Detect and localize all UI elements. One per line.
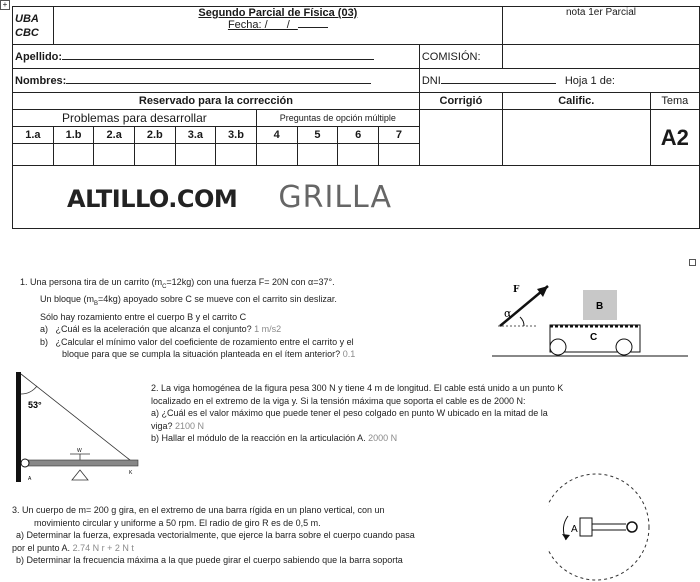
weight-w-label: W	[77, 448, 82, 454]
problem-3	[12, 504, 542, 567]
answer-box[interactable]	[297, 144, 338, 166]
problemas-cell	[13, 110, 257, 127]
p2-line4: viga? 2100 N	[151, 420, 205, 431]
p1-b: b) ¿Calcular el mínimo valor del coeficiente de rozamiento entre el carrito y el	[40, 336, 354, 347]
p1-a: a) ¿Cuál es la aceleración que alcanza el conjunto? 1 m/s2	[40, 324, 282, 335]
tema-header	[650, 93, 699, 110]
corrigio-header	[419, 93, 502, 110]
fecha-row	[56, 19, 500, 31]
col-problem-1-b: 1.b	[53, 127, 94, 144]
answer-box[interactable]	[256, 144, 297, 166]
apellido-label: Apellido:	[15, 50, 63, 63]
answer-box[interactable]	[175, 144, 216, 166]
p1-line3: Sólo hay rozamiento entre el cuerpo B y el carrito C	[40, 311, 247, 322]
hoja-label: Hoja 1 de:	[564, 74, 615, 87]
angle-arc	[520, 317, 524, 326]
nombres-label: Nombres:	[15, 74, 67, 87]
comision-cell	[419, 45, 502, 69]
nota-label: nota 1er Parcial	[565, 7, 637, 18]
pivot-block	[580, 518, 592, 536]
angle-53-arc	[21, 386, 37, 394]
p1-b-answer: 0.1	[342, 349, 356, 360]
answer-box[interactable]	[134, 144, 175, 166]
tema-value: A2	[650, 110, 699, 166]
tema-label: Tema	[661, 95, 689, 107]
beam	[23, 460, 138, 466]
answer-box[interactable]	[379, 144, 420, 166]
p1-b2: bloque para que se cumpla la situación planteada en el ítem anterior? 0.1	[62, 349, 356, 360]
col-choice-6: 6	[338, 127, 379, 144]
col-problem-3-a: 3.a	[175, 127, 216, 144]
hinge-a	[21, 459, 29, 467]
uba-cbc-cell	[13, 7, 54, 45]
cart-c-label: C	[590, 332, 598, 343]
weight-triangle	[72, 470, 88, 480]
point-a-label: A	[571, 524, 578, 535]
col-problem-1-a: 1.a	[13, 127, 54, 144]
comision-value-cell[interactable]	[503, 45, 700, 69]
corrigio-box[interactable]	[419, 110, 502, 166]
cbc-label: CBC	[15, 26, 39, 39]
dni-cell[interactable]	[419, 69, 699, 93]
col-problem-2-a: 2.a	[94, 127, 135, 144]
fecha-value: / /	[264, 19, 298, 31]
nota-cell	[503, 7, 700, 45]
answer-box[interactable]	[13, 144, 54, 166]
rotation-arrowhead-icon	[562, 534, 570, 540]
table-move-handle[interactable]: +	[0, 0, 10, 10]
title-cell	[53, 7, 502, 45]
alpha-label: α	[504, 307, 512, 320]
p1-line2: Un bloque $(m_B=4kg)$ apoyado sobre C se mueve con el carrito sin deslizar.	[40, 294, 337, 308]
answer-box[interactable]	[94, 144, 135, 166]
answer-box[interactable]	[338, 144, 379, 166]
hinge-a-label: A	[28, 476, 32, 482]
p3-line5: b) Determinar la frecuencia máxima a la que puede girar el cuerpo sabiendo que la barra soporta	[16, 555, 403, 565]
problemas-label: Problemas para desarrollar	[62, 111, 207, 125]
block-b-label: B	[596, 301, 604, 312]
col-choice-7: 7	[379, 127, 420, 144]
circular-motion-figure	[548, 472, 694, 582]
reservado-label: Reservado para la corrección	[138, 95, 293, 107]
opcion-cell	[256, 110, 419, 127]
col-problem-2-b: 2.b	[134, 127, 175, 144]
problem-1	[20, 276, 490, 361]
p2-line1: 2. La viga homogénea de la figura pesa 300 N y tiene 4 m de longitud. El cable está unido a un punto K	[151, 383, 564, 393]
altillo-logo: ALTILLO.COM	[67, 184, 238, 213]
answer-box[interactable]	[53, 144, 94, 166]
answer-box[interactable]	[216, 144, 257, 166]
p1-a-answer: 1 m/s2	[254, 324, 282, 335]
wall	[16, 372, 21, 482]
p2-line3: a) ¿Cuál es el valor máximo que puede tener el peso colgado en punto W ubicado en la mitad de la	[151, 408, 548, 418]
grilla-label: GRILLA	[278, 179, 392, 215]
p3-line4: por el punto A. 2.74 N r + 2 N t	[12, 542, 134, 553]
fecha-label: Fecha:	[227, 19, 262, 31]
exam-header-table	[12, 6, 700, 229]
p3-line2: movimiento circular y uniforme a 50 rpm. El radio de giro R es de 0,5 m.	[34, 517, 321, 528]
opcion-label: Preguntas de opción múltiple	[279, 113, 396, 123]
p1-line1: 1. Una persona tira de un carrito $(m_C=12kg)$ con una fuerza F= 20N con α=37°.	[20, 277, 335, 290]
point-k-label: K	[129, 470, 133, 476]
comision-label: COMISIÓN:	[421, 50, 481, 63]
calific-box[interactable]	[503, 110, 651, 166]
cart-wheel-right	[616, 339, 632, 355]
problem-2	[151, 382, 676, 445]
p3-a-answer: 2.74 N r + 2 N t	[72, 542, 134, 553]
table-resize-handle[interactable]	[689, 259, 696, 266]
calific-header	[503, 93, 651, 110]
col-choice-5: 5	[297, 127, 338, 144]
p3-line3: a) Determinar la fuerza, expresada vectorialmente, que ejerce la barra sobre el cuerpo cuando pasa	[16, 530, 415, 540]
angle-53-label: 53°	[28, 400, 42, 410]
p2-a-answer: 2100 N	[175, 420, 205, 431]
p2-line5: b) Hallar el módulo de la reacción en la articulación A. 2000 N	[151, 433, 398, 443]
cart-wheel-left	[550, 339, 566, 355]
calific-label: Calific.	[558, 95, 595, 107]
corrigio-label: Corrigió	[439, 95, 483, 107]
brand-cell	[13, 166, 700, 229]
dni-label: DNI	[421, 74, 441, 87]
mass-ball	[627, 522, 637, 532]
beam-figure	[10, 368, 140, 488]
col-problem-3-b: 3.b	[216, 127, 257, 144]
uba-label: UBA	[15, 12, 39, 25]
col-choice-4: 4	[256, 127, 297, 144]
exam-title: Segundo Parcial de Física (03)	[198, 7, 358, 19]
reservado-cell	[13, 93, 420, 110]
f-label: F	[513, 285, 520, 295]
p2-b-answer: 2000 N	[368, 433, 398, 443]
nombres-cell[interactable]	[13, 69, 420, 93]
apellido-cell[interactable]	[13, 45, 420, 69]
p3-line1: 3. Un cuerpo de m= 200 g gira, en el extremo de una barra rígida en un plano vertical, con un	[12, 505, 385, 515]
p2-line2: localizado en el extremo de la viga y. Si la tensión máxima que soporta el cable es de 2000 N:	[151, 395, 526, 406]
cart-figure	[490, 276, 690, 360]
